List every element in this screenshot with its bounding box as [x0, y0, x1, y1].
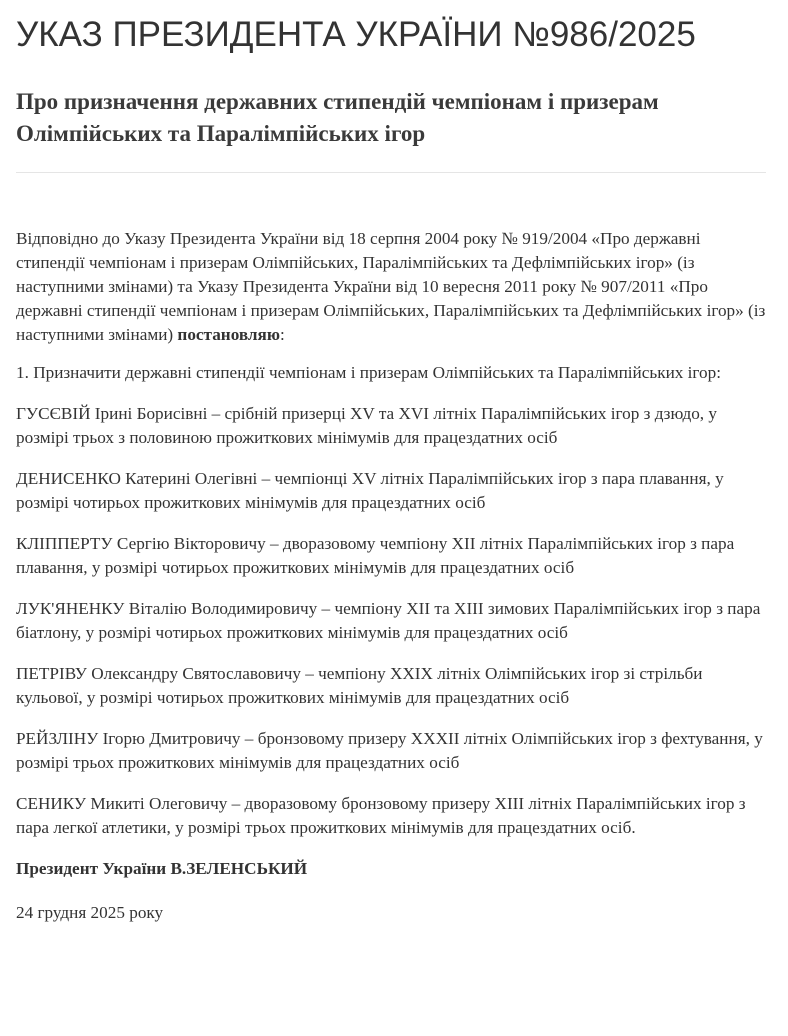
- recipient-paragraph: РЕЙЗЛІНУ Ігорю Дмитровичу – бронзовому призеру XXXII літніх Олімпійських ігор з фехтування, у розмірі трьох прожиткових мінімумів для працездатних осіб: [16, 729, 763, 772]
- recipient-paragraph: ГУСЄВІЙ Ірині Борисівні – срібній призерці XV та XVI літніх Паралімпійських ігор з дзюдо, у розмірі трьох з половиною прожиткових мінімумів для працездатних осіб: [16, 404, 717, 447]
- decree-body: [16, 227, 766, 925]
- recipient-paragraph: ДЕНИСЕНКО Катерині Олегівні – чемпіонці XV літніх Паралімпійських ігор з пара плавання, у розмірі чотирьох прожиткових мінімумів для працездатних осіб: [16, 469, 724, 512]
- signature: Президент України В.ЗЕЛЕНСЬКИЙ: [16, 859, 308, 878]
- preamble-text: Відповідно до Указу Президента України від 18 серпня 2004 року № 919/2004 «Про державні стипендії чемпіонам і призерам Олімпійських, Паралімпійських та Дефлімпійських ігор» (із наступними змінами) та Указу Президента України від 10 вересня 2011 року № 907/2011 «Про державні стипендії чемпіонам і призерам Олімпійських, Паралімпійських та Дефлімпійських ігор» (із наступними змінами): [16, 229, 766, 344]
- recipient-paragraph: ЛУК'ЯНЕНКУ Віталію Володимировичу – чемпіону XII та XIII зимових Паралімпійських ігор з пара біатлону, у розмірі чотирьох прожиткових мінімумів для працездатних осіб: [16, 599, 761, 642]
- recipient-paragraph: ПЕТРІВУ Олександру Святославовичу – чемпіону XXIX літніх Олімпійських ігор зі стрільби кульової, у розмірі чотирьох прожиткових мінімумів для працездатних осіб: [16, 664, 703, 707]
- resolve-colon: :: [280, 325, 285, 344]
- decree-date: 24 грудня 2025 року: [16, 903, 164, 922]
- divider: [16, 172, 766, 173]
- recipient-paragraph: КЛІППЕРТУ Сергію Вікторовичу – дворазовому чемпіону XII літніх Паралімпійських ігор з пара плавання, у розмірі чотирьох прожиткових мінімумів для працездатних осіб: [16, 534, 735, 577]
- item-1: 1. Призначити державні стипендії чемпіонам і призерам Олімпійських та Паралімпійських ігор:: [16, 363, 722, 382]
- resolve-word: постановляю: [177, 325, 280, 344]
- recipient-paragraph: СЕНИКУ Микиті Олеговичу – дворазовому бронзовому призеру XIII літніх Паралімпійських ігор з пара легкої атлетики, у розмірі трьох прожиткових мінімумів для працездатних осіб.: [16, 794, 746, 837]
- page-title: УКАЗ ПРЕЗИДЕНТА УКРАЇНИ №986/2025: [16, 15, 696, 54]
- preamble-paragraph: [16, 227, 766, 347]
- decree-subtitle: Про призначення державних стипендій чемпіонам і призерам Олімпійських та Паралімпійських ігор: [16, 89, 659, 146]
